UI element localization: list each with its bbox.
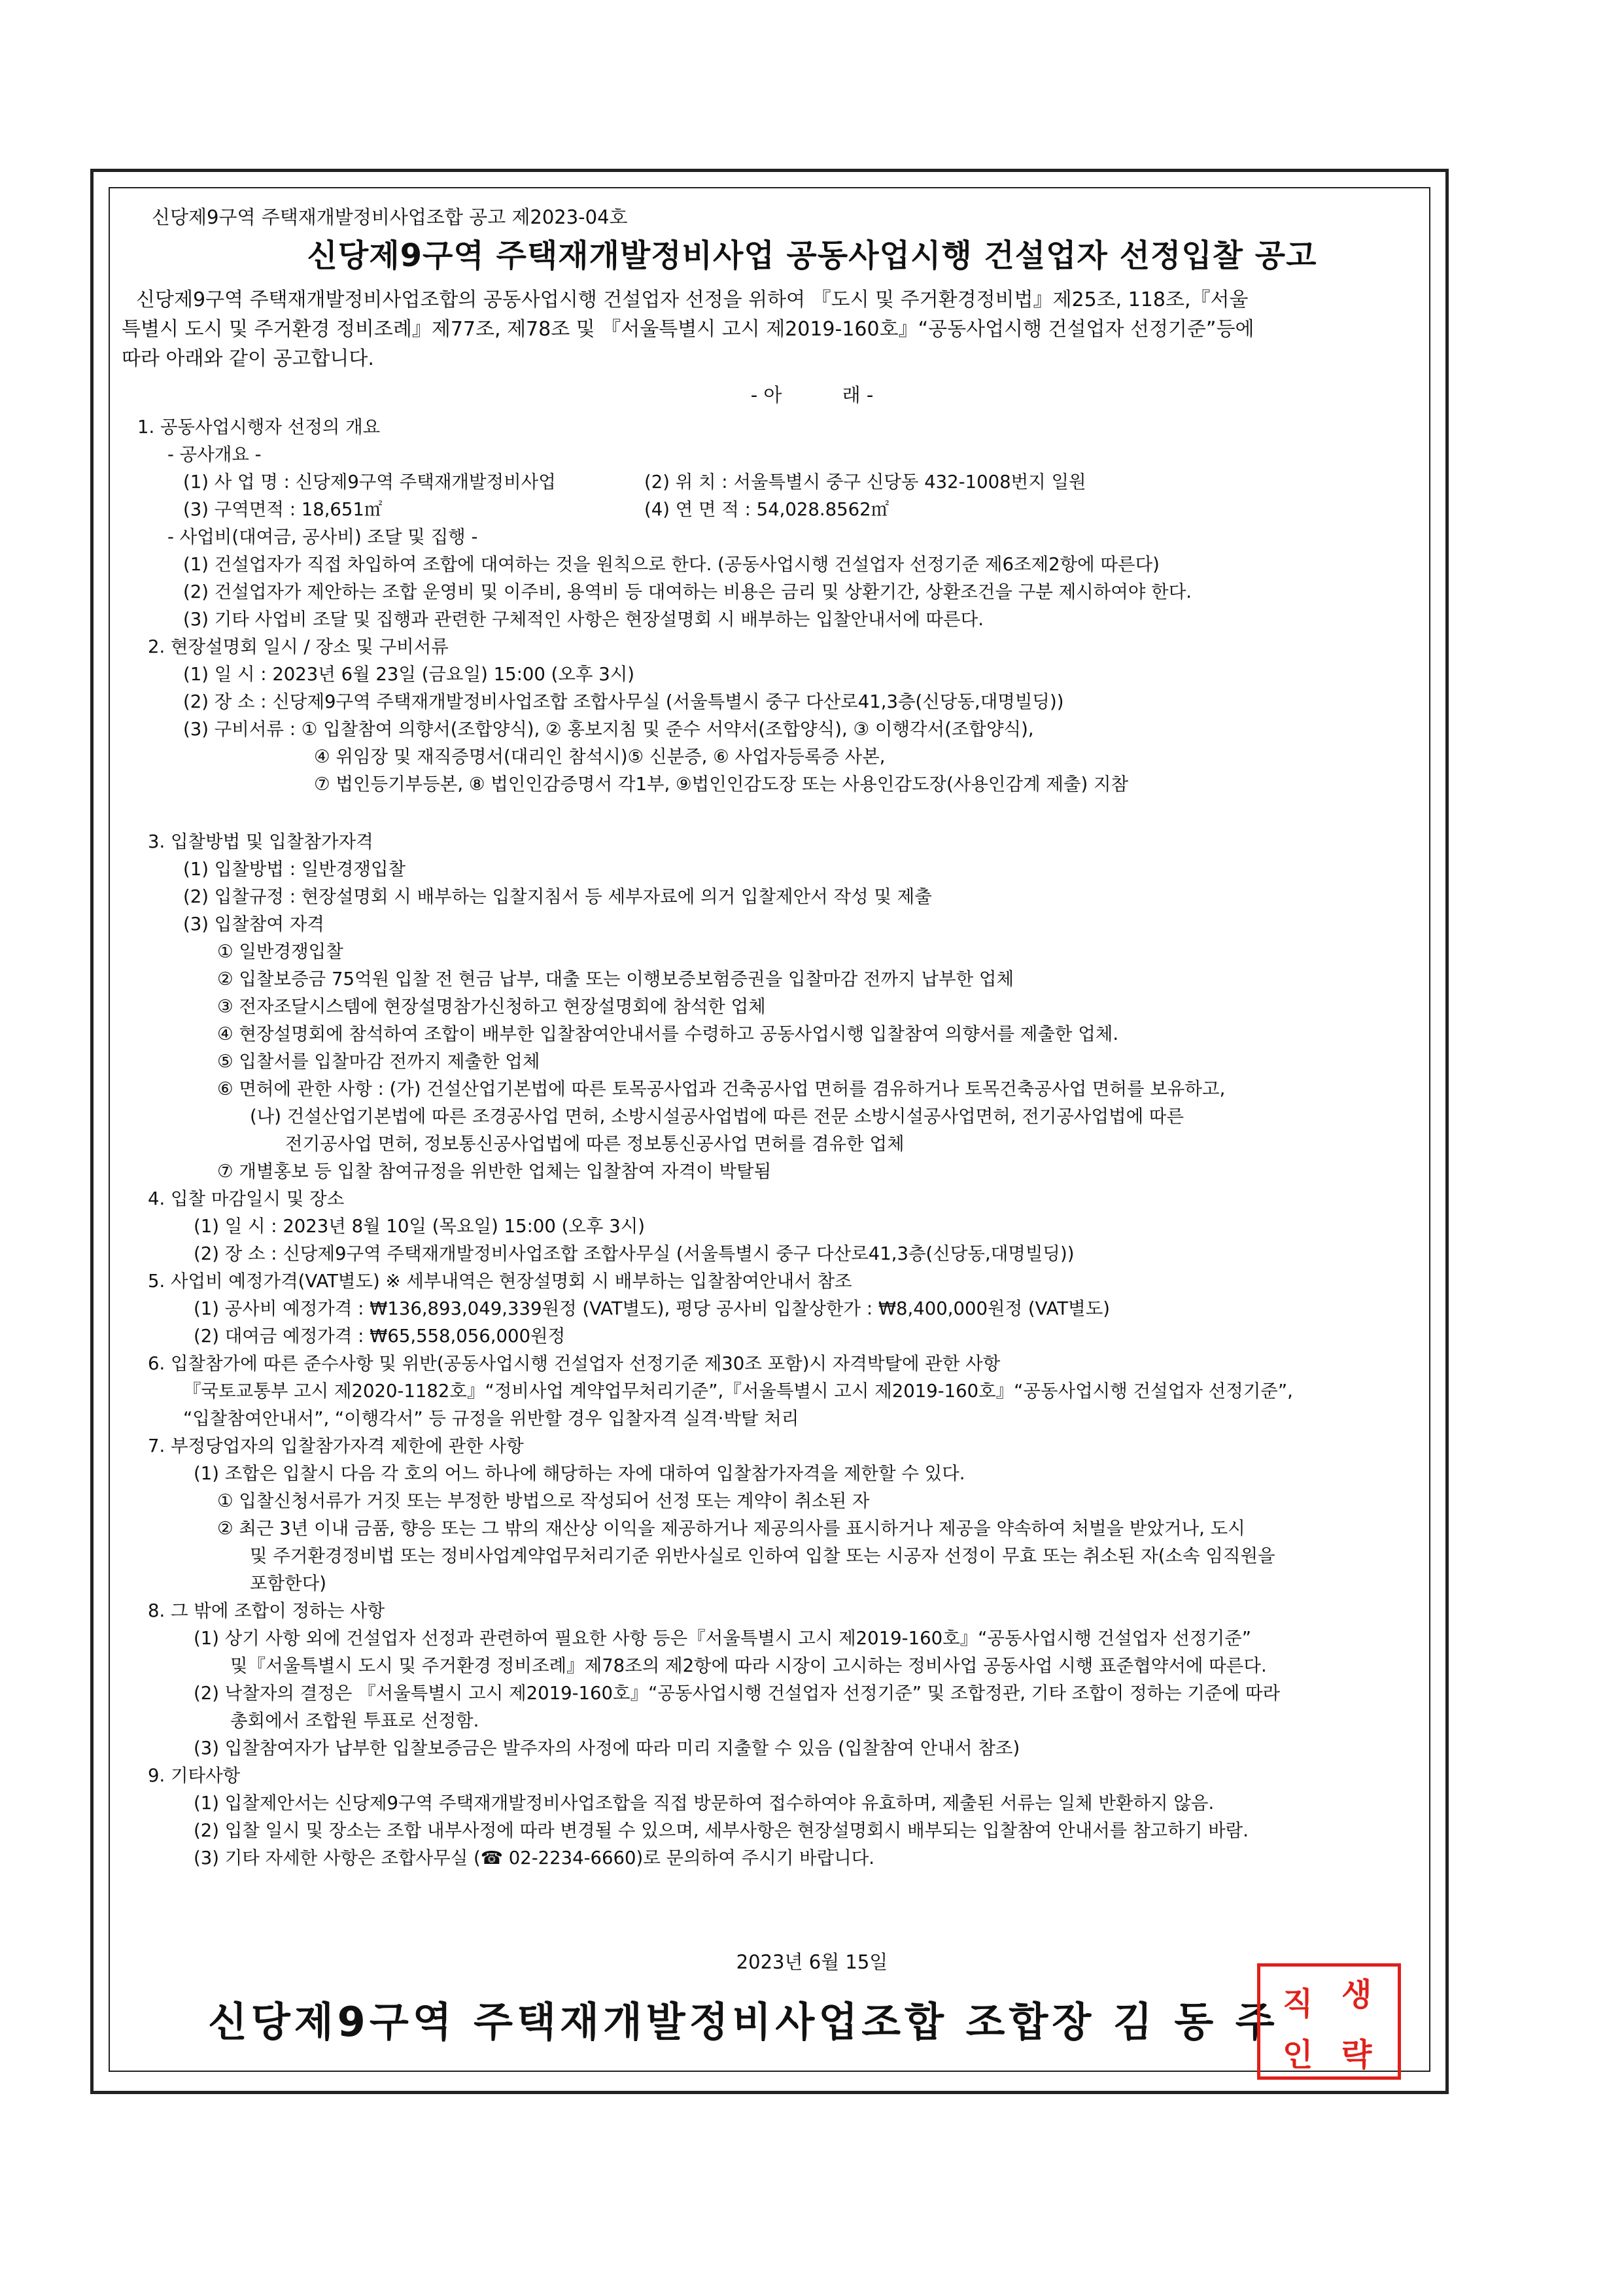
list-item: (2) 낙찰자의 결정은 『서울특별시 고시 제2019-160호』“공동사업시행 건설업자 선정기준” 및 조합정관, 기타 조합이 정하는 기준에 따라 xyxy=(194,1683,1281,1704)
intro-line: 신당제9구역 주택재개발정비사업조합의 공동사업시행 건설업자 선정을 위하여 『도시 및 주거환경정비법』제25조, 118조,『서울 xyxy=(136,288,1249,311)
list-item: ⑦ 법인등기부등본, ⑧ 법인인감증명서 각1부, ⑨법인인감도장 또는 사용인감도장(사용인감계 제출) 지참 xyxy=(314,774,1129,795)
list-item: 포함한다) xyxy=(250,1573,326,1594)
section-heading: 4. 입찰 마감일시 및 장소 xyxy=(148,1188,345,1209)
list-item: ⑤ 입찰서를 입찰마감 전까지 제출한 업체 xyxy=(217,1051,540,1072)
list-item: (1) 입찰제안서는 신당제9구역 주택재개발정비사업조합을 직접 방문하여 접수하여야 유효하며, 제출된 서류는 일체 반환하지 않음. xyxy=(194,1793,1215,1814)
list-item: 『국토교통부 고시 제2020-1182호』“정비사업 계약업무처리기준”,『서울특별시 고시 제2019-160호』“공동사업시행 건설업자 선정기준”, xyxy=(183,1381,1293,1402)
list-item: (1) 일 시 : 2023년 8월 10일 (목요일) 15:00 (오후 3시) xyxy=(194,1216,645,1237)
list-item: ③ 전자조달시스템에 현장설명참가신청하고 현장설명회에 참석한 업체 xyxy=(217,996,766,1017)
list-item: 전기공사업 면허, 정보통신공사업법에 따른 정보통신공사업 면허를 겸유한 업체 xyxy=(285,1133,905,1154)
notice-date: 2023년 6월 15일 xyxy=(736,1951,888,1973)
list-item: (1) 공사비 예정가격 : ₩136,893,049,339원정 (VAT별도), 평당 공사비 입찰상한가 : ₩8,400,000원정 (VAT별도) xyxy=(194,1298,1110,1319)
list-item: (2) 입찰 일시 및 장소는 조합 내부사정에 따라 변경될 수 있으며, 세부사항은 현장설명회시 배부되는 입찰참여 안내서를 참고하기 바람. xyxy=(194,1820,1249,1841)
list-item: ④ 위임장 및 재직증명서(대리인 참석시)⑤ 신분증, ⑥ 사업자등록증 사본, xyxy=(314,746,886,767)
list-item: 및 주거환경정비법 또는 정비사업계약업무처리기준 위반사실로 인하여 입찰 또는 시공자 선정이 무효 또는 취소된 자(소속 임직원을 xyxy=(250,1545,1275,1566)
list-item: (1) 입찰방법 : 일반경쟁입찰 xyxy=(183,859,406,880)
list-item: (3) 입찰참여자가 납부한 입찰보증금은 발주자의 사정에 따라 미리 지출할 수 있음 (입찰참여 안내서 참조) xyxy=(194,1738,1020,1759)
section-heading: 2. 현장설명회 일시 / 장소 및 구비서류 xyxy=(148,636,449,657)
list-item: (3) 입찰참여 자격 xyxy=(183,914,324,935)
list-item: (1) 건설업자가 직접 차입하여 조합에 대여하는 것을 원칙으로 한다. (공동사업시행 건설업자 선정기준 제6조제2항에 따른다) xyxy=(183,554,1160,575)
list-item: (2) 장 소 : 신당제9구역 주택재개발정비사업조합 조합사무실 (서울특별시 중구 다산로41,3층(신당동,대명빌딩)) xyxy=(183,691,1064,712)
signature-line: 신당제9구역 주택재개발정비사업조합 조합장 김 동 주 xyxy=(208,1998,1279,2046)
seal-char: 략 xyxy=(1341,2037,1372,2073)
seal-char: 직 xyxy=(1283,1986,1313,2022)
notice-number: 신당제9구역 주택재개발정비사업조합 공고 제2023-04호 xyxy=(152,206,628,228)
list-item: (3) 기타 자세한 사항은 조합사무실 (☎ 02-2234-6660)로 문의하여 주시기 바랍니다. xyxy=(194,1848,875,1868)
intro-line: 특별시 도시 및 주거환경 정비조례』제77조, 제78조 및 『서울특별시 고시 제2019-160호』“공동사업시행 건설업자 선정기준”등에 xyxy=(122,318,1254,341)
list-item: 총회에서 조합원 투표로 선정함. xyxy=(230,1710,479,1731)
list-item: ⑥ 면허에 관한 사항 : (가) 건설산업기본법에 따른 토목공사업과 건축공사업 면허를 겸유하거나 토목건축공사업 면허를 보유하고, xyxy=(217,1078,1226,1099)
seal-char: 생 xyxy=(1341,1976,1372,2013)
list-item: ⑦ 개별홍보 등 입찰 참여규정을 위반한 업체는 입찰참여 자격이 박탈됨 xyxy=(217,1161,772,1182)
inner-border xyxy=(109,187,1430,2072)
list-item: (1) 사 업 명 : 신당제9구역 주택재개발정비사업 xyxy=(183,472,556,492)
list-item: “입찰참여안내서”, “이행각서” 등 규정을 위반할 경우 입찰자격 실격·박탈 처리 xyxy=(183,1408,799,1429)
list-item: (2) 장 소 : 신당제9구역 주택재개발정비사업조합 조합사무실 (서울특별시 중구 다산로41,3층(신당동,대명빌딩)) xyxy=(194,1243,1075,1264)
list-item: ② 입찰보증금 75억원 입찰 전 현금 납부, 대출 또는 이행보증보험증권을 입찰마감 전까지 납부한 업체 xyxy=(217,969,1014,990)
list-item: (1) 일 시 : 2023년 6월 23일 (금요일) 15:00 (오후 3시) xyxy=(183,664,634,685)
sub-heading: - 사업비(대여금, 공사비) 조달 및 집행 - xyxy=(167,526,478,547)
section-heading: 7. 부정당업자의 입찰참가자격 제한에 관한 사항 xyxy=(148,1436,524,1456)
list-item: (1) 상기 사항 외에 건설업자 선정과 관련하여 필요한 사항 등은『서울특별시 고시 제2019-160호』“공동사업시행 건설업자 선정기준” xyxy=(194,1628,1252,1649)
list-item: (2) 건설업자가 제안하는 조합 운영비 및 이주비, 용역비 등 대여하는 비용은 금리 및 상환기간, 상환조건을 구분 제시하여야 한다. xyxy=(183,581,1192,602)
list-item: (4) 연 면 적 : 54,028.8562㎡ xyxy=(644,499,890,520)
list-item: ① 일반경쟁입찰 xyxy=(217,941,343,962)
intro-line: 따라 아래와 같이 공고합니다. xyxy=(122,347,374,370)
list-item: ④ 현장설명회에 참석하여 조합이 배부한 입찰참여안내서를 수령하고 공동사업시행 입찰참여 의향서를 제출한 업체. xyxy=(217,1024,1119,1044)
section-heading: 9. 기타사항 xyxy=(148,1765,241,1786)
seal-char: 인 xyxy=(1283,2037,1313,2073)
intro-paragraph xyxy=(122,285,1417,373)
section-heading: 5. 사업비 예정가격(VAT별도) ※ 세부내역은 현장설명회 시 배부하는 입찰참여안내서 참조 xyxy=(148,1271,852,1292)
list-item: (나) 건설산업기본법에 따른 조경공사업 면허, 소방시설공사업법에 따른 전문 소방시설공사업면허, 전기공사업법에 따른 xyxy=(250,1106,1184,1127)
list-item: (1) 조합은 입찰시 다음 각 호의 어느 하나에 해당하는 자에 대하여 입찰참가자격을 제한할 수 있다. xyxy=(194,1463,965,1484)
section-heading: 6. 입찰참가에 따른 준수사항 및 위반(공동사업시행 건설업자 선정기준 제30조 포함)시 자격박탈에 관한 사항 xyxy=(148,1353,1001,1374)
list-item: (3) 구역면적 : 18,651㎡ xyxy=(183,499,383,520)
list-item: 및『서울특별시 도시 및 주거환경 정비조례』제78조의 제2항에 따라 시장이 고시하는 정비사업 공동사업 시행 표준협약서에 따른다. xyxy=(230,1655,1267,1676)
list-item: ② 최근 3년 이내 금품, 향응 또는 그 밖의 재산상 이익을 제공하거나 제공의사를 표시하거나 제공을 약속하여 처벌을 받았거나, 도시 xyxy=(217,1518,1245,1539)
list-item: (2) 대여금 예정가격 : ₩65,558,056,000원정 xyxy=(194,1326,566,1347)
section-divider-label: - 아 래 - xyxy=(750,384,874,406)
seal-stamp xyxy=(1257,1963,1401,2080)
sub-heading: - 공사개요 - xyxy=(167,444,262,465)
list-item: (3) 구비서류 : ① 입찰참여 의향서(조합양식), ② 홍보지침 및 준수 서약서(조합양식), ③ 이행각서(조합양식), xyxy=(183,719,1034,740)
list-item: (3) 기타 사업비 조달 및 집행과 관련한 구체적인 사항은 현장설명회 시 배부하는 입찰안내서에 따른다. xyxy=(183,609,984,630)
section-heading: 1. 공동사업시행자 선정의 개요 xyxy=(137,417,381,438)
page-title: 신당제9구역 주택재개발정비사업 공동사업시행 건설업자 선정입찰 공고 xyxy=(307,237,1317,274)
list-item: (2) 입찰규정 : 현장설명회 시 배부하는 입찰지침서 등 세부자료에 의거 입찰제안서 작성 및 제출 xyxy=(183,886,932,907)
list-item: ① 입찰신청서류가 거짓 또는 부정한 방법으로 작성되어 선정 또는 계약이 취소된 자 xyxy=(217,1490,870,1511)
section-heading: 3. 입찰방법 및 입찰참가자격 xyxy=(148,831,373,852)
list-item: (2) 위 치 : 서울특별시 중구 신당동 432-1008번지 일원 xyxy=(644,472,1086,492)
section-heading: 8. 그 밖에 조합이 정하는 사항 xyxy=(148,1600,385,1621)
